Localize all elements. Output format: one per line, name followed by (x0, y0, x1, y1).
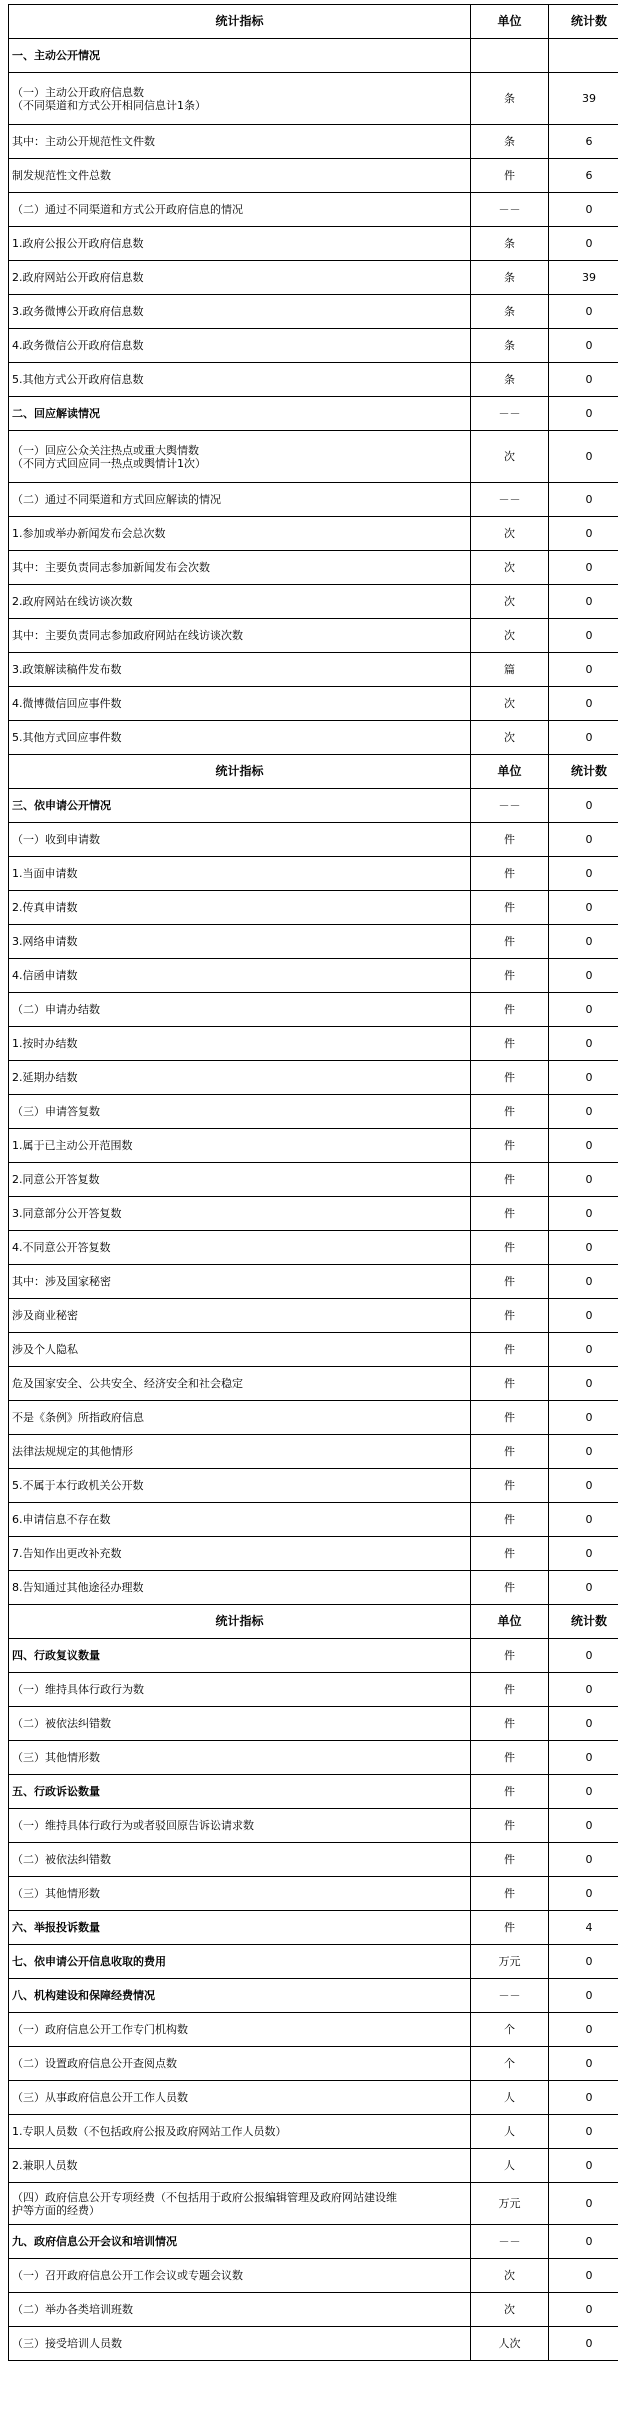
row-count: 0 (549, 2327, 618, 2361)
row-label: 3.同意部分公开答复数 (9, 1197, 471, 1231)
row-count: 0 (549, 551, 618, 585)
row-count: 0 (549, 1571, 618, 1605)
row-count: 0 (549, 959, 618, 993)
table-row (9, 1877, 618, 1911)
row-unit: 条 (471, 125, 549, 159)
row-label: 四、行政复议数量 (9, 1639, 471, 1673)
table-row (9, 517, 618, 551)
row-count: 0 (549, 1435, 618, 1469)
row-count: 6 (549, 159, 618, 193)
row-count: 0 (549, 1707, 618, 1741)
table-row (9, 585, 618, 619)
row-unit: 人 (471, 2149, 549, 2183)
row-unit: 件 (471, 1027, 549, 1061)
row-label: （二）通过不同渠道和方式公开政府信息的情况 (9, 193, 471, 227)
table-row (9, 2115, 618, 2149)
row-unit: 条 (471, 73, 549, 125)
row-unit: 条 (471, 329, 549, 363)
row-label: （三）申请答复数 (9, 1095, 471, 1129)
row-label: 九、政府信息公开会议和培训情况 (9, 2225, 471, 2259)
row-label: 危及国家安全、公共安全、经济安全和社会稳定 (9, 1367, 471, 1401)
row-label: 1.按时办结数 (9, 1027, 471, 1061)
table-row (9, 2327, 618, 2361)
table-row (9, 2149, 618, 2183)
row-label: 4.政务微信公开政府信息数 (9, 329, 471, 363)
row-count: 0 (549, 1265, 618, 1299)
row-count: 4 (549, 1911, 618, 1945)
table-row (9, 261, 618, 295)
table-row (9, 1197, 618, 1231)
table-row (9, 2047, 618, 2081)
row-label: 五、行政诉讼数量 (9, 1775, 471, 1809)
row-label: 其中：主要负责同志参加新闻发布会次数 (9, 551, 471, 585)
row-unit: 件 (471, 1401, 549, 1435)
table-row (9, 857, 618, 891)
table-row (9, 1571, 618, 1605)
row-label: 5.不属于本行政机关公开数 (9, 1469, 471, 1503)
header-unit: 单位 (471, 5, 549, 39)
row-count: 0 (549, 1231, 618, 1265)
row-count: 0 (549, 2013, 618, 2047)
row-label: 其中：主动公开规范性文件数 (9, 125, 471, 159)
table-row (9, 1231, 618, 1265)
row-count: 0 (549, 193, 618, 227)
row-label: 2.政府网站在线访谈次数 (9, 585, 471, 619)
table-row (9, 363, 618, 397)
row-unit: 件 (471, 891, 549, 925)
row-label: 1.属于已主动公开范围数 (9, 1129, 471, 1163)
row-label: 六、举报投诉数量 (9, 1911, 471, 1945)
table-row (9, 193, 618, 227)
row-unit: 件 (471, 1231, 549, 1265)
table-row (9, 1299, 618, 1333)
row-count: 0 (549, 329, 618, 363)
row-unit: 件 (471, 1843, 549, 1877)
table-row (9, 2259, 618, 2293)
row-count: 0 (549, 1809, 618, 1843)
row-label (9, 73, 471, 125)
row-count: 0 (549, 1367, 618, 1401)
row-unit: 件 (471, 1435, 549, 1469)
table-row (9, 2013, 618, 2047)
row-unit: 条 (471, 295, 549, 329)
row-label: （二）申请办结数 (9, 993, 471, 1027)
row-unit: 件 (471, 1469, 549, 1503)
row-count: 0 (549, 1469, 618, 1503)
row-label-line-2: 护等方面的经费） (12, 2203, 100, 2217)
row-label: 3.网络申请数 (9, 925, 471, 959)
row-unit: 人次 (471, 2327, 549, 2361)
row-unit: 个 (471, 2013, 549, 2047)
row-count: 0 (549, 1129, 618, 1163)
header-count: 统计数 (549, 755, 618, 789)
row-count: 0 (549, 363, 618, 397)
row-unit: 件 (471, 1775, 549, 1809)
row-count: 0 (549, 1775, 618, 1809)
row-label: （二）被依法纠错数 (9, 1843, 471, 1877)
row-unit: 件 (471, 1673, 549, 1707)
row-count: 0 (549, 857, 618, 891)
section-row (9, 2225, 618, 2259)
row-unit: 次 (471, 619, 549, 653)
row-unit: 件 (471, 857, 549, 891)
row-count: 0 (549, 1945, 618, 1979)
row-label: 1.参加或举办新闻发布会总次数 (9, 517, 471, 551)
table-row (9, 1061, 618, 1095)
table-row (9, 1027, 618, 1061)
row-unit: －－ (471, 2225, 549, 2259)
row-count: 0 (549, 721, 618, 755)
table-header-row (9, 755, 618, 789)
table-row (9, 1537, 618, 1571)
table-row (9, 1707, 618, 1741)
header-count: 统计数 (549, 5, 618, 39)
table-row (9, 1469, 618, 1503)
section-row (9, 1911, 618, 1945)
row-label: 5.其他方式回应事件数 (9, 721, 471, 755)
table-row (9, 1401, 618, 1435)
row-label: （一）维持具体行政行为数 (9, 1673, 471, 1707)
row-label: 一、主动公开情况 (9, 39, 471, 73)
row-count: 0 (549, 397, 618, 431)
row-unit: 件 (471, 1809, 549, 1843)
row-label-line-1: （一）回应公众关注热点或重大舆情数 (12, 443, 199, 457)
row-count: 0 (549, 1537, 618, 1571)
row-count: 0 (549, 1639, 618, 1673)
row-unit: 件 (471, 1095, 549, 1129)
row-label: （一）政府信息公开工作专门机构数 (9, 2013, 471, 2047)
row-unit: －－ (471, 789, 549, 823)
row-unit: 件 (471, 823, 549, 857)
row-count: 0 (549, 1673, 618, 1707)
row-label (9, 431, 471, 483)
table-row (9, 1741, 618, 1775)
row-unit: 次 (471, 2259, 549, 2293)
table-row (9, 721, 618, 755)
row-count: 0 (549, 1401, 618, 1435)
row-label: 三、依申请公开情况 (9, 789, 471, 823)
row-label: 二、回应解读情况 (9, 397, 471, 431)
row-label: 1.当面申请数 (9, 857, 471, 891)
header-indicator: 统计指标 (9, 5, 471, 39)
row-count: 0 (549, 891, 618, 925)
section-row (9, 397, 618, 431)
row-count: 0 (549, 1197, 618, 1231)
row-unit: 次 (471, 721, 549, 755)
table-row (9, 227, 618, 261)
row-label: 2.传真申请数 (9, 891, 471, 925)
section-row (9, 1945, 618, 1979)
row-label: （二）举办各类培训班数 (9, 2293, 471, 2327)
row-label: 不是《条例》所指政府信息 (9, 1401, 471, 1435)
row-label: 其中：主要负责同志参加政府网站在线访谈次数 (9, 619, 471, 653)
row-label: 2.同意公开答复数 (9, 1163, 471, 1197)
row-unit: 件 (471, 1061, 549, 1095)
row-unit: 件 (471, 1265, 549, 1299)
row-count: 0 (549, 1503, 618, 1537)
row-unit: 件 (471, 1571, 549, 1605)
table-row (9, 1809, 618, 1843)
row-unit: 件 (471, 925, 549, 959)
statistics-table (8, 4, 618, 2361)
row-label: 1.专职人员数（不包括政府公报及政府网站工作人员数） (9, 2115, 471, 2149)
row-label: 八、机构建设和保障经费情况 (9, 1979, 471, 2013)
row-unit: 条 (471, 227, 549, 261)
row-label-line-2: （不同方式回应同一热点或舆情计1次） (12, 456, 206, 470)
row-unit: 个 (471, 2047, 549, 2081)
row-count: 0 (549, 993, 618, 1027)
row-unit: 件 (471, 1877, 549, 1911)
row-count: 39 (549, 261, 618, 295)
table-row (9, 823, 618, 857)
row-unit: 件 (471, 959, 549, 993)
row-label: 涉及个人隐私 (9, 1333, 471, 1367)
row-count: 0 (549, 1095, 618, 1129)
row-unit: 次 (471, 687, 549, 721)
row-unit: 件 (471, 1333, 549, 1367)
row-label-line-1: （一）主动公开政府信息数 (12, 85, 144, 99)
row-label: （三）其他情形数 (9, 1877, 471, 1911)
row-count: 0 (549, 925, 618, 959)
section-row (9, 39, 618, 73)
table-row (9, 159, 618, 193)
row-count: 0 (549, 1061, 618, 1095)
row-unit: 条 (471, 261, 549, 295)
table-row (9, 619, 618, 653)
row-unit: 条 (471, 363, 549, 397)
row-label: 8.告知通过其他途径办理数 (9, 1571, 471, 1605)
header-unit: 单位 (471, 1605, 549, 1639)
row-count: 39 (549, 73, 618, 125)
row-label: 涉及商业秘密 (9, 1299, 471, 1333)
row-count: 0 (549, 585, 618, 619)
header-count: 统计数 (549, 1605, 618, 1639)
table-row (9, 125, 618, 159)
table-row (9, 431, 618, 483)
table-row (9, 891, 618, 925)
table-row (9, 1435, 618, 1469)
row-unit: 件 (471, 1537, 549, 1571)
row-label: （一）召开政府信息公开工作会议或专题会议数 (9, 2259, 471, 2293)
row-count: 0 (549, 431, 618, 483)
row-label: 5.其他方式公开政府信息数 (9, 363, 471, 397)
row-count: 0 (549, 653, 618, 687)
row-count: 0 (549, 2293, 618, 2327)
section-row (9, 1775, 618, 1809)
table-row (9, 329, 618, 363)
row-unit: 次 (471, 2293, 549, 2327)
row-count: 0 (549, 2047, 618, 2081)
row-unit: 件 (471, 1503, 549, 1537)
row-label: （三）接受培训人员数 (9, 2327, 471, 2361)
table-row (9, 2293, 618, 2327)
row-label: （三）从事政府信息公开工作人员数 (9, 2081, 471, 2115)
row-unit: －－ (471, 193, 549, 227)
row-unit: －－ (471, 483, 549, 517)
row-unit: －－ (471, 397, 549, 431)
row-unit: 件 (471, 1197, 549, 1231)
table-row (9, 993, 618, 1027)
row-unit: 件 (471, 1707, 549, 1741)
row-label: 6.申请信息不存在数 (9, 1503, 471, 1537)
row-count (549, 39, 618, 73)
row-count: 0 (549, 2081, 618, 2115)
row-unit: 件 (471, 1163, 549, 1197)
row-unit: 万元 (471, 1945, 549, 1979)
row-count: 0 (549, 1163, 618, 1197)
table-header-row (9, 5, 618, 39)
row-label: 4.微博微信回应事件数 (9, 687, 471, 721)
row-count: 0 (549, 2259, 618, 2293)
row-count: 0 (549, 2149, 618, 2183)
row-label: 3.政策解读稿件发布数 (9, 653, 471, 687)
row-unit: 件 (471, 993, 549, 1027)
table-row (9, 1503, 618, 1537)
row-label: 法律法规规定的其他情形 (9, 1435, 471, 1469)
row-count: 0 (549, 2225, 618, 2259)
row-unit: 次 (471, 517, 549, 551)
row-label (9, 2183, 471, 2225)
row-unit: －－ (471, 1979, 549, 2013)
row-label-line-2: （不同渠道和方式公开相同信息计1条） (12, 98, 206, 112)
table-row (9, 1265, 618, 1299)
row-count: 0 (549, 1877, 618, 1911)
row-label: 4.信函申请数 (9, 959, 471, 993)
row-count: 6 (549, 125, 618, 159)
header-indicator: 统计指标 (9, 1605, 471, 1639)
row-unit: 篇 (471, 653, 549, 687)
row-label: 2.兼职人员数 (9, 2149, 471, 2183)
row-count: 0 (549, 483, 618, 517)
row-count: 0 (549, 619, 618, 653)
row-label: 3.政务微博公开政府信息数 (9, 295, 471, 329)
header-unit: 单位 (471, 755, 549, 789)
table-row (9, 653, 618, 687)
row-label: 制发规范性文件总数 (9, 159, 471, 193)
row-unit (471, 39, 549, 73)
row-unit: 次 (471, 551, 549, 585)
row-count: 0 (549, 2115, 618, 2149)
row-label: （二）被依法纠错数 (9, 1707, 471, 1741)
table-row (9, 1673, 618, 1707)
row-label: （一）维持具体行政行为或者驳回原告诉讼请求数 (9, 1809, 471, 1843)
table-row (9, 1367, 618, 1401)
section-row (9, 1639, 618, 1673)
row-count: 0 (549, 823, 618, 857)
row-label: （二）通过不同渠道和方式回应解读的情况 (9, 483, 471, 517)
table-row (9, 2183, 618, 2225)
row-unit: 次 (471, 585, 549, 619)
row-label: 七、依申请公开信息收取的费用 (9, 1945, 471, 1979)
table-row (9, 687, 618, 721)
row-unit: 人 (471, 2115, 549, 2149)
row-unit: 次 (471, 431, 549, 483)
row-unit: 件 (471, 1129, 549, 1163)
row-label: （一）收到申请数 (9, 823, 471, 857)
header-indicator: 统计指标 (9, 755, 471, 789)
row-count: 0 (549, 227, 618, 261)
row-label: 1.政府公报公开政府信息数 (9, 227, 471, 261)
section-row (9, 1979, 618, 2013)
table-row (9, 1095, 618, 1129)
table-row (9, 551, 618, 585)
row-unit: 件 (471, 159, 549, 193)
row-label: 2.政府网站公开政府信息数 (9, 261, 471, 295)
row-unit: 人 (471, 2081, 549, 2115)
section-row (9, 789, 618, 823)
row-unit: 万元 (471, 2183, 549, 2225)
row-label: 2.延期办结数 (9, 1061, 471, 1095)
table-row (9, 295, 618, 329)
table-row (9, 1333, 618, 1367)
row-count: 0 (549, 789, 618, 823)
table-header-row (9, 1605, 618, 1639)
row-count: 0 (549, 517, 618, 551)
row-count: 0 (549, 295, 618, 329)
row-count: 0 (549, 1299, 618, 1333)
row-unit: 件 (471, 1367, 549, 1401)
table-row (9, 2081, 618, 2115)
row-label: （三）其他情形数 (9, 1741, 471, 1775)
row-unit: 件 (471, 1299, 549, 1333)
row-label-line-1: （四）政府信息公开专项经费（不包括用于政府公报编辑管理及政府网站建设维 (12, 2190, 397, 2204)
row-unit: 件 (471, 1741, 549, 1775)
row-unit: 件 (471, 1911, 549, 1945)
table-row (9, 1129, 618, 1163)
statistics-table-body (9, 5, 618, 2361)
table-row (9, 925, 618, 959)
row-count: 0 (549, 1741, 618, 1775)
row-label: 4.不同意公开答复数 (9, 1231, 471, 1265)
row-count: 0 (549, 687, 618, 721)
row-count: 0 (549, 2183, 618, 2225)
row-label: 7.告知作出更改补充数 (9, 1537, 471, 1571)
table-row (9, 1843, 618, 1877)
row-count: 0 (549, 1027, 618, 1061)
table-row (9, 1163, 618, 1197)
row-count: 0 (549, 1333, 618, 1367)
table-row (9, 483, 618, 517)
table-row (9, 73, 618, 125)
row-label: （二）设置政府信息公开查阅点数 (9, 2047, 471, 2081)
table-row (9, 959, 618, 993)
row-label: 其中：涉及国家秘密 (9, 1265, 471, 1299)
row-count: 0 (549, 1843, 618, 1877)
row-count: 0 (549, 1979, 618, 2013)
row-unit: 件 (471, 1639, 549, 1673)
